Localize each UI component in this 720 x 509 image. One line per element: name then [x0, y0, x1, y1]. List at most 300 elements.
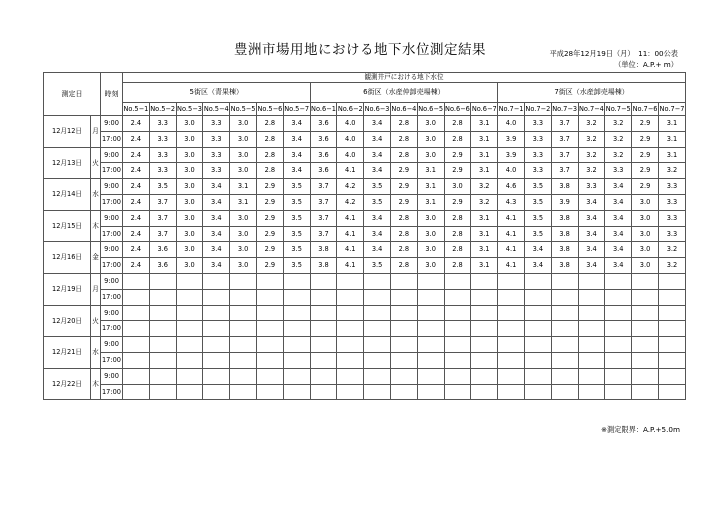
page-title: 豊洲市場用地における地下水位測定結果: [234, 42, 486, 58]
water-level-cell: 3.0: [417, 131, 444, 147]
water-level-cell: 3.6: [310, 131, 337, 147]
time-cell: 9:00: [101, 210, 123, 226]
water-level-cell: 4.6: [498, 179, 525, 195]
water-level-cell: 3.3: [658, 194, 685, 210]
well-header: No.6−5: [417, 103, 444, 116]
weekday-cell: 水: [91, 337, 101, 369]
water-level-cell: [203, 337, 230, 353]
water-level-cell: 3.4: [578, 210, 605, 226]
water-level-cell: [149, 305, 176, 321]
table-row: [44, 210, 686, 226]
water-level-cell: 3.3: [524, 147, 551, 163]
water-level-cell: [444, 352, 471, 368]
water-level-cell: 3.1: [230, 179, 257, 195]
water-level-cell: 3.0: [176, 258, 203, 274]
table-row: [44, 352, 686, 368]
table-row: [44, 194, 686, 210]
water-level-cell: 3.3: [149, 131, 176, 147]
water-level-cell: 3.3: [524, 116, 551, 132]
water-level-cell: 2.8: [390, 226, 417, 242]
table-row: [44, 131, 686, 147]
water-level-cell: [230, 352, 257, 368]
water-level-cell: 3.3: [149, 163, 176, 179]
water-level-cell: 3.4: [203, 258, 230, 274]
water-level-cell: [203, 273, 230, 289]
water-level-cell: 3.4: [578, 242, 605, 258]
water-level-cell: 2.9: [632, 179, 659, 195]
water-level-cell: [390, 273, 417, 289]
water-level-cell: [203, 305, 230, 321]
date-cell: 12月15日: [44, 210, 91, 242]
water-level-cell: [632, 384, 659, 400]
water-level-cell: 3.0: [230, 242, 257, 258]
water-level-cell: [123, 289, 150, 305]
well-header-row: [44, 103, 686, 116]
water-level-cell: 4.1: [498, 210, 525, 226]
well-header: No.7−7: [658, 103, 685, 116]
water-level-cell: 3.3: [605, 163, 632, 179]
water-level-cell: [149, 352, 176, 368]
water-level-cell: 3.1: [471, 131, 498, 147]
water-level-cell: [390, 337, 417, 353]
water-level-cell: 2.8: [256, 163, 283, 179]
water-level-cell: [364, 352, 391, 368]
water-level-cell: [471, 337, 498, 353]
water-level-cell: [632, 289, 659, 305]
water-level-cell: 3.5: [283, 258, 310, 274]
water-level-cell: [203, 321, 230, 337]
water-level-cell: 4.1: [337, 226, 364, 242]
date-cell: 12月16日: [44, 242, 91, 274]
water-level-cell: [230, 368, 257, 384]
water-level-cell: 3.5: [364, 258, 391, 274]
water-level-cell: 4.1: [498, 258, 525, 274]
water-level-cell: 3.0: [632, 194, 659, 210]
water-level-cell: 3.4: [203, 242, 230, 258]
water-level-cell: [149, 321, 176, 337]
weekday-cell: 火: [91, 305, 101, 337]
table-body: [44, 116, 686, 400]
publication-date: 平成28年12月19日（月） 11：00公表: [549, 49, 678, 58]
water-level-cell: [578, 384, 605, 400]
water-level-cell: [471, 352, 498, 368]
water-level-cell: 2.4: [123, 226, 150, 242]
water-level-cell: 2.4: [123, 163, 150, 179]
water-level-cell: 3.1: [417, 194, 444, 210]
water-level-cell: [524, 289, 551, 305]
water-level-cell: 3.1: [230, 194, 257, 210]
water-level-cell: [417, 337, 444, 353]
water-level-cell: [417, 368, 444, 384]
water-level-cell: [471, 368, 498, 384]
water-level-cell: [230, 273, 257, 289]
groundwater-table: [43, 72, 686, 400]
water-level-cell: 2.8: [390, 242, 417, 258]
water-level-cell: 3.7: [551, 163, 578, 179]
header-observation: 観測井戸における地下水位: [123, 73, 686, 83]
water-level-cell: [498, 321, 525, 337]
water-level-cell: 3.4: [578, 258, 605, 274]
water-level-cell: 3.6: [310, 147, 337, 163]
water-level-cell: 2.9: [390, 194, 417, 210]
header-date: 測定日: [44, 73, 101, 116]
well-header: No.6−2: [337, 103, 364, 116]
water-level-cell: 2.9: [256, 179, 283, 195]
water-level-cell: [256, 305, 283, 321]
water-level-cell: 2.8: [390, 258, 417, 274]
header-block-7: 7街区（水産卸売場棟）: [498, 83, 686, 103]
water-level-cell: [390, 368, 417, 384]
table-row: [44, 179, 686, 195]
well-header: No.7−4: [578, 103, 605, 116]
water-level-cell: [471, 305, 498, 321]
water-level-cell: 3.8: [551, 179, 578, 195]
water-level-cell: 3.4: [578, 194, 605, 210]
table-row: [44, 368, 686, 384]
water-level-cell: [444, 321, 471, 337]
water-level-cell: 3.5: [364, 179, 391, 195]
water-level-cell: 3.2: [578, 163, 605, 179]
water-level-cell: 3.4: [364, 226, 391, 242]
footnote: ※測定限界：A.P.+5.0m: [601, 425, 680, 434]
water-level-cell: 2.4: [123, 147, 150, 163]
water-level-cell: 3.4: [605, 226, 632, 242]
water-level-cell: [230, 384, 257, 400]
water-level-cell: 3.4: [364, 163, 391, 179]
water-level-cell: [632, 352, 659, 368]
water-level-cell: [230, 289, 257, 305]
water-level-cell: [176, 368, 203, 384]
water-level-cell: [390, 384, 417, 400]
water-level-cell: 3.0: [417, 226, 444, 242]
water-level-cell: [123, 321, 150, 337]
water-level-cell: 3.2: [471, 194, 498, 210]
water-level-cell: 3.7: [149, 226, 176, 242]
well-header: No.6−6: [444, 103, 471, 116]
water-level-cell: 3.4: [283, 116, 310, 132]
well-header: No.7−1: [498, 103, 525, 116]
water-level-cell: [283, 289, 310, 305]
time-cell: 17:00: [101, 226, 123, 242]
water-level-cell: [551, 321, 578, 337]
well-header: No.5−4: [203, 103, 230, 116]
water-level-cell: 3.7: [310, 226, 337, 242]
water-level-cell: [551, 352, 578, 368]
water-level-cell: [658, 305, 685, 321]
water-level-cell: [337, 289, 364, 305]
water-level-cell: 3.8: [310, 258, 337, 274]
water-level-cell: [337, 305, 364, 321]
water-level-cell: 3.0: [176, 194, 203, 210]
water-level-cell: 3.2: [658, 242, 685, 258]
table-row: [44, 273, 686, 289]
water-level-cell: [390, 305, 417, 321]
water-level-cell: 3.4: [605, 258, 632, 274]
water-level-cell: [203, 384, 230, 400]
water-level-cell: 3.7: [149, 194, 176, 210]
water-level-cell: [605, 368, 632, 384]
water-level-cell: 3.5: [283, 226, 310, 242]
water-level-cell: [444, 273, 471, 289]
water-level-cell: [176, 384, 203, 400]
water-level-cell: 2.8: [390, 116, 417, 132]
water-level-cell: [256, 337, 283, 353]
time-cell: 17:00: [101, 194, 123, 210]
water-level-cell: [471, 273, 498, 289]
water-level-cell: [578, 352, 605, 368]
time-cell: 9:00: [101, 116, 123, 132]
water-level-cell: [149, 368, 176, 384]
water-level-cell: 3.0: [230, 258, 257, 274]
water-level-cell: 2.4: [123, 116, 150, 132]
water-level-cell: 2.9: [632, 131, 659, 147]
water-level-cell: 2.9: [390, 163, 417, 179]
water-level-cell: 2.4: [123, 210, 150, 226]
water-level-cell: [123, 305, 150, 321]
water-level-cell: [605, 305, 632, 321]
water-level-cell: 3.4: [203, 226, 230, 242]
water-level-cell: 3.1: [471, 116, 498, 132]
table-row: [44, 116, 686, 132]
water-level-cell: 3.0: [176, 242, 203, 258]
water-level-cell: 3.7: [551, 131, 578, 147]
water-level-cell: 3.0: [417, 210, 444, 226]
table-row: [44, 337, 686, 353]
water-level-cell: 3.1: [658, 147, 685, 163]
water-level-cell: 3.5: [364, 194, 391, 210]
water-level-cell: 3.3: [578, 179, 605, 195]
water-level-cell: [578, 273, 605, 289]
water-level-cell: 3.6: [149, 258, 176, 274]
water-level-cell: 2.9: [632, 163, 659, 179]
time-cell: 9:00: [101, 242, 123, 258]
water-level-cell: [364, 384, 391, 400]
well-header: No.5−1: [123, 103, 150, 116]
water-level-cell: [444, 368, 471, 384]
water-level-cell: [149, 384, 176, 400]
date-cell: 12月14日: [44, 179, 91, 211]
water-level-cell: 3.0: [176, 131, 203, 147]
water-level-cell: 3.3: [658, 179, 685, 195]
water-level-cell: [551, 384, 578, 400]
water-level-cell: [149, 273, 176, 289]
time-cell: 17:00: [101, 131, 123, 147]
water-level-cell: [256, 352, 283, 368]
water-level-cell: [658, 321, 685, 337]
water-level-cell: 3.4: [524, 242, 551, 258]
water-level-cell: [658, 289, 685, 305]
water-level-cell: [417, 305, 444, 321]
time-cell: 9:00: [101, 147, 123, 163]
date-cell: 12月19日: [44, 273, 91, 305]
water-level-cell: 2.8: [256, 147, 283, 163]
water-level-cell: 3.9: [498, 147, 525, 163]
water-level-cell: 2.8: [444, 131, 471, 147]
table-row: [44, 289, 686, 305]
well-header: No.7−5: [605, 103, 632, 116]
water-level-cell: 3.2: [471, 179, 498, 195]
unit-note: （単位：A.P.+ m）: [614, 60, 678, 69]
water-level-cell: 2.8: [390, 147, 417, 163]
water-level-cell: [498, 352, 525, 368]
water-level-cell: 3.0: [176, 116, 203, 132]
water-level-cell: 3.5: [283, 194, 310, 210]
water-level-cell: [498, 289, 525, 305]
water-level-cell: [524, 337, 551, 353]
water-level-cell: [578, 289, 605, 305]
water-level-cell: [417, 384, 444, 400]
water-level-cell: [337, 352, 364, 368]
water-level-cell: 4.1: [337, 242, 364, 258]
water-level-cell: [390, 352, 417, 368]
water-level-cell: 3.0: [632, 258, 659, 274]
time-cell: 9:00: [101, 273, 123, 289]
water-level-cell: [310, 321, 337, 337]
water-level-cell: [578, 337, 605, 353]
water-level-cell: [658, 368, 685, 384]
water-level-cell: 3.3: [203, 131, 230, 147]
water-level-cell: [551, 305, 578, 321]
water-level-cell: [230, 321, 257, 337]
header-block-6: 6街区（水産仲卸売場棟）: [310, 83, 498, 103]
water-level-cell: 3.5: [283, 210, 310, 226]
water-level-cell: [123, 384, 150, 400]
well-header: No.6−3: [364, 103, 391, 116]
water-level-cell: 3.2: [578, 131, 605, 147]
water-level-cell: 3.4: [605, 242, 632, 258]
water-level-cell: 3.5: [524, 179, 551, 195]
water-level-cell: 2.9: [444, 163, 471, 179]
water-level-cell: [256, 368, 283, 384]
water-level-cell: 3.1: [658, 131, 685, 147]
water-level-cell: 3.3: [658, 210, 685, 226]
well-header: No.6−7: [471, 103, 498, 116]
table-row: [44, 147, 686, 163]
water-level-cell: 3.3: [149, 116, 176, 132]
weekday-cell: 火: [91, 147, 101, 179]
water-level-cell: 3.2: [605, 131, 632, 147]
table-header: [44, 73, 686, 116]
water-level-cell: [176, 305, 203, 321]
water-level-cell: [471, 384, 498, 400]
water-level-cell: 3.0: [176, 163, 203, 179]
weekday-cell: 木: [91, 368, 101, 400]
weekday-cell: 木: [91, 210, 101, 242]
water-level-cell: [605, 337, 632, 353]
water-level-cell: [444, 305, 471, 321]
water-level-cell: [176, 337, 203, 353]
water-level-cell: 2.9: [444, 194, 471, 210]
water-level-cell: [551, 368, 578, 384]
water-level-cell: 2.9: [390, 179, 417, 195]
water-level-cell: 3.0: [417, 242, 444, 258]
water-level-cell: 3.4: [364, 242, 391, 258]
water-level-cell: 2.9: [256, 210, 283, 226]
date-cell: 12月13日: [44, 147, 91, 179]
water-level-cell: [149, 337, 176, 353]
water-level-cell: 3.4: [364, 131, 391, 147]
water-level-cell: 4.2: [337, 179, 364, 195]
water-level-cell: [337, 321, 364, 337]
water-level-cell: 3.1: [471, 210, 498, 226]
water-level-cell: [551, 273, 578, 289]
water-level-cell: 3.2: [658, 258, 685, 274]
water-level-cell: 3.5: [524, 226, 551, 242]
water-level-cell: 3.0: [176, 210, 203, 226]
water-level-cell: 2.4: [123, 131, 150, 147]
water-level-cell: 3.0: [230, 147, 257, 163]
water-level-cell: 3.5: [524, 194, 551, 210]
water-level-cell: [310, 273, 337, 289]
water-level-cell: 3.7: [310, 194, 337, 210]
water-level-cell: [283, 305, 310, 321]
water-level-cell: 3.4: [283, 131, 310, 147]
water-level-cell: 3.3: [524, 163, 551, 179]
water-level-cell: 3.4: [578, 226, 605, 242]
water-level-cell: 2.4: [123, 179, 150, 195]
water-level-cell: [498, 305, 525, 321]
water-level-cell: 2.8: [444, 226, 471, 242]
water-level-cell: [605, 321, 632, 337]
water-level-cell: [605, 384, 632, 400]
water-level-cell: 3.0: [230, 131, 257, 147]
well-header: No.5−2: [149, 103, 176, 116]
water-level-cell: [632, 321, 659, 337]
water-level-cell: [632, 337, 659, 353]
water-level-cell: [524, 273, 551, 289]
water-level-cell: [176, 352, 203, 368]
water-level-cell: [149, 289, 176, 305]
water-level-cell: [417, 289, 444, 305]
water-level-cell: 2.9: [256, 242, 283, 258]
water-level-cell: 3.7: [310, 179, 337, 195]
water-level-cell: [605, 289, 632, 305]
water-level-cell: 3.2: [578, 116, 605, 132]
water-level-cell: 3.0: [176, 226, 203, 242]
water-level-cell: 3.4: [605, 179, 632, 195]
water-level-cell: [578, 321, 605, 337]
water-level-cell: 3.4: [203, 194, 230, 210]
weekday-cell: 月: [91, 273, 101, 305]
table-row: [44, 258, 686, 274]
water-level-cell: 3.3: [524, 131, 551, 147]
water-level-cell: [176, 273, 203, 289]
well-header: No.5−7: [283, 103, 310, 116]
water-level-cell: [498, 273, 525, 289]
water-level-cell: [310, 305, 337, 321]
water-level-cell: [417, 321, 444, 337]
water-level-cell: 2.4: [123, 242, 150, 258]
water-level-cell: [176, 289, 203, 305]
water-level-cell: 3.1: [417, 163, 444, 179]
water-level-cell: 3.0: [230, 226, 257, 242]
water-level-cell: 4.1: [337, 163, 364, 179]
water-level-cell: 4.0: [498, 116, 525, 132]
table-row: [44, 384, 686, 400]
water-level-cell: 3.0: [230, 210, 257, 226]
water-level-cell: [176, 321, 203, 337]
well-header: No.5−5: [230, 103, 257, 116]
water-level-cell: [524, 384, 551, 400]
water-level-cell: 3.8: [551, 242, 578, 258]
water-level-cell: [471, 321, 498, 337]
water-level-cell: [123, 337, 150, 353]
well-header: No.6−1: [310, 103, 337, 116]
water-level-cell: [524, 368, 551, 384]
water-level-cell: [524, 352, 551, 368]
water-level-cell: [658, 352, 685, 368]
water-level-cell: 3.0: [632, 210, 659, 226]
